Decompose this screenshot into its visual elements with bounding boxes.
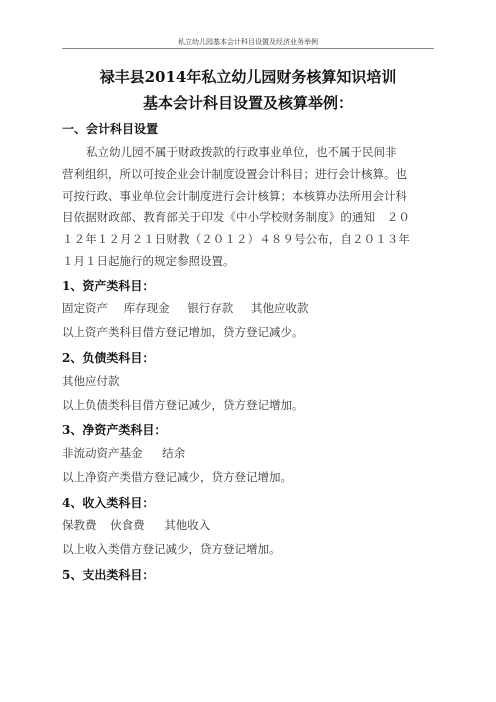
header-rule (62, 48, 434, 49)
section-heading: 一、会计科目设置 (62, 122, 159, 136)
net-asset-category-heading: 3、净资产类科目： (62, 423, 167, 437)
running-header: 私立幼儿园基本会计科目设置及经济业务举例 (178, 38, 318, 46)
asset-category-heading: 1、资产类科目： (62, 279, 155, 293)
expense-category-heading: 5、支出类科目： (62, 568, 155, 582)
liability-items (62, 373, 436, 389)
revenue-items (62, 517, 436, 533)
liability-rule: 以上负债类科目借方登记减少，贷方登记增加。 (62, 398, 304, 412)
revenue-category-heading: 4、收入类科目： (62, 496, 155, 510)
liability-category-heading: 2、负债类科目： (62, 351, 155, 365)
document-subtitle: 基本会计科目设置及核算举例： (142, 94, 353, 112)
account-item: 伙食费 (110, 518, 145, 532)
revenue-rule: 以上收入类借方登记减少，贷方登记增加。 (62, 542, 281, 556)
account-item: 库存现金 (123, 301, 170, 315)
paragraph-line: 营利组织，所以可按企业会计制度设置会计科目；进行会计核算。也 (62, 166, 407, 181)
section-paragraph (62, 142, 436, 273)
account-item: 保教费 (62, 518, 97, 532)
net-asset-rule: 以上净资产类借方登记减少，贷方登记增加。 (62, 470, 292, 484)
account-item: 银行存款 (187, 301, 234, 315)
net-asset-items (62, 445, 436, 461)
paragraph-line: 目依据财政部、教育部关于印发《中小学校财务制度》的通知 ２０ (62, 210, 410, 225)
account-item: 结余 (162, 446, 186, 460)
document-title: 禄丰县2014年私立幼儿园财务核算知识培训 (99, 68, 397, 86)
account-item: 其他应收款 (250, 301, 309, 315)
account-item: 其他收入 (164, 518, 211, 532)
account-item: 非流动资产基金 (62, 446, 143, 460)
account-item: 固定资产 (62, 301, 108, 315)
asset-rule: 以上资产类科目借方登记增加，贷方登记减少。 (62, 325, 304, 339)
account-item: 其他应付款 (62, 374, 120, 388)
paragraph-line: 私立幼儿园不属于财政拨款的行政事业单位，也不属于民间非 (86, 145, 397, 159)
paragraph-line: １２年１２月２１日财教（２０１２）４８９号公布，自２０１３年 (62, 232, 410, 247)
paragraph-line: １月１日起施行的规定参照设置。 (62, 253, 235, 268)
paragraph-line: 可按行政、事业单位会计制度进行会计核算；本核算办法所用会计科 (62, 188, 407, 203)
asset-items (62, 300, 436, 316)
